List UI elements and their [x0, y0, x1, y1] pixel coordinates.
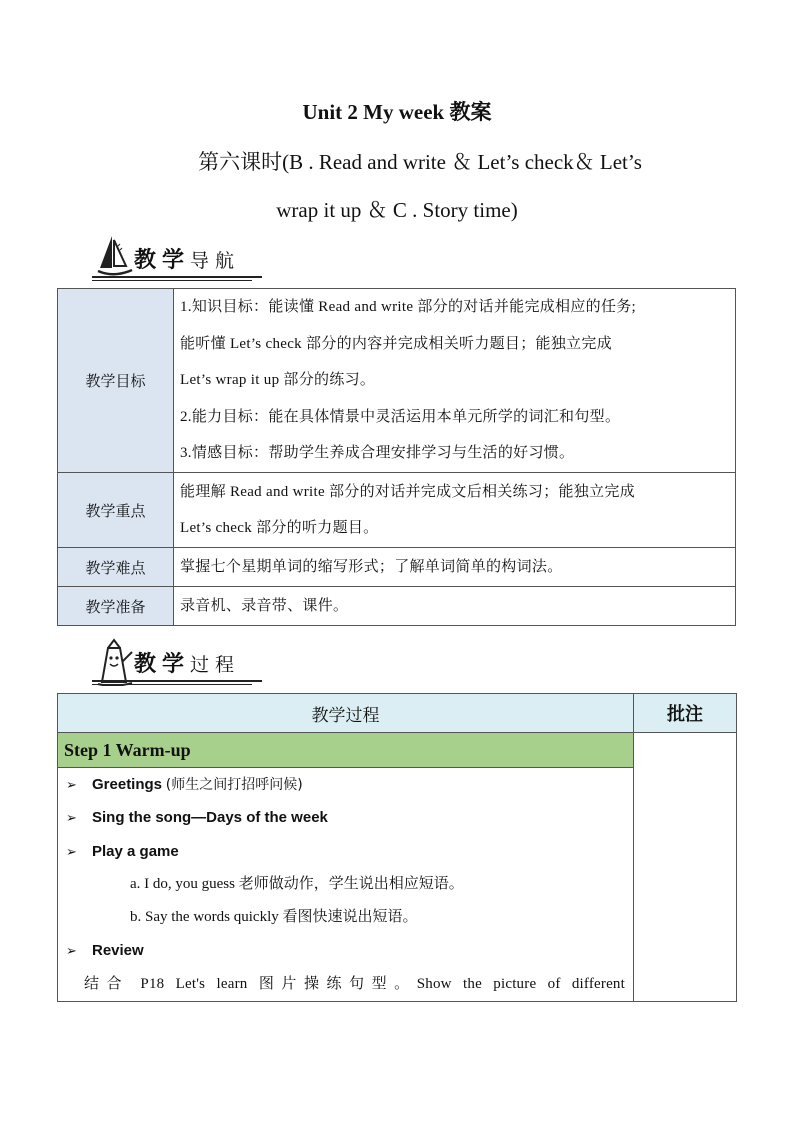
- step-item-list: [58, 768, 633, 1001]
- item-note: (师生之间打招呼问候): [165, 777, 303, 793]
- page-title: Unit 2 My week 教案: [302, 100, 492, 124]
- table-row: [58, 289, 736, 473]
- list-subitem: b. Say the words quickly 看图快速说出短语。: [130, 909, 418, 926]
- table-row: [58, 733, 737, 768]
- section-label-bold: 教学: [134, 248, 191, 273]
- item-title: Play a game: [92, 842, 179, 860]
- section-underline: [92, 276, 262, 278]
- content-line: 掌握七个星期单词的缩写形式；了解单词简单的构词法。: [180, 558, 563, 575]
- sailboat-icon: [96, 234, 136, 278]
- teaching-process-table: [57, 693, 737, 1002]
- section-label-thin: 导航: [190, 250, 241, 272]
- row-label: 教学目标: [58, 289, 174, 473]
- row-content: [174, 548, 736, 587]
- item-title: Review: [92, 942, 144, 960]
- list-item: [58, 768, 633, 801]
- table-header-row: [58, 694, 737, 733]
- pencil-figure-icon: [96, 638, 136, 686]
- section-label-bold: 教学: [134, 652, 191, 677]
- content-line: 录音机、录音带、课件。: [180, 597, 349, 614]
- lesson-subtitle-line-1: 第六课时(B . Read and write ＆ Let’s check＆ Let’s: [198, 150, 642, 174]
- list-item: [58, 835, 633, 868]
- content-line: Let’s check 部分的听力题目。: [180, 520, 379, 536]
- table-row: [58, 587, 736, 626]
- section-label: [134, 647, 240, 678]
- content-line: 能听懂 Let’s check 部分的内容并完成相关听力题目；能独立完成: [180, 335, 613, 352]
- section-label-thin: 过程: [190, 654, 241, 676]
- row-label: 教学准备: [58, 587, 174, 626]
- table-row: [58, 473, 736, 548]
- item-title: Greetings: [92, 776, 163, 793]
- step-content: [58, 768, 634, 1002]
- content-line: 能理解 Read and write 部分的对话并完成文后相关练习；能独立完成: [180, 483, 636, 500]
- row-content: [174, 473, 736, 548]
- lesson-subtitle-line-2: wrap it up ＆ C . Story time): [276, 198, 518, 222]
- row-content: [174, 289, 736, 473]
- notes-cell: [634, 733, 737, 1002]
- section-underline: [92, 680, 262, 682]
- step-title: Step 1 Warm-up: [58, 733, 634, 768]
- teaching-goals-table: [57, 288, 736, 626]
- content-line: Let’s wrap it up 部分的练习。: [180, 372, 376, 389]
- section-label: [134, 243, 240, 274]
- section-heading-guide: [92, 234, 262, 280]
- content-line: 1.知识目标：能读懂 Read and write 部分的对话并能完成相应的任务;: [180, 299, 637, 316]
- list-item: [58, 934, 633, 967]
- arrow-bullet-icon: ➢: [66, 844, 77, 860]
- header-notes: 批注: [634, 694, 737, 733]
- arrow-bullet-icon: ➢: [66, 944, 77, 960]
- review-paragraph: 结合 P18 Let's learn 图片操练句型。Show the picture of different: [84, 975, 625, 992]
- row-label: 教学难点: [58, 548, 174, 587]
- section-underline-thin: [92, 684, 252, 685]
- list-subitem: a. I do, you guess 老师做动作，学生说出相应短语。: [130, 875, 464, 892]
- arrow-bullet-icon: ➢: [66, 811, 77, 827]
- section-underline-thin: [92, 280, 252, 281]
- row-content: [174, 587, 736, 626]
- arrow-bullet-icon: ➢: [66, 778, 77, 793]
- table-row: [58, 548, 736, 587]
- section-heading-process: [92, 638, 262, 684]
- list-item: [58, 801, 633, 834]
- item-title: Sing the song—Days of the week: [92, 809, 328, 827]
- header-process: 教学过程: [58, 694, 634, 733]
- content-line: 2.能力目标：能在具体情景中灵活运用本单元所学的词汇和句型。: [180, 408, 621, 425]
- row-label: 教学重点: [58, 473, 174, 548]
- content-line: 3.情感目标：帮助学生养成合理安排学习与生活的好习惯。: [180, 445, 575, 462]
